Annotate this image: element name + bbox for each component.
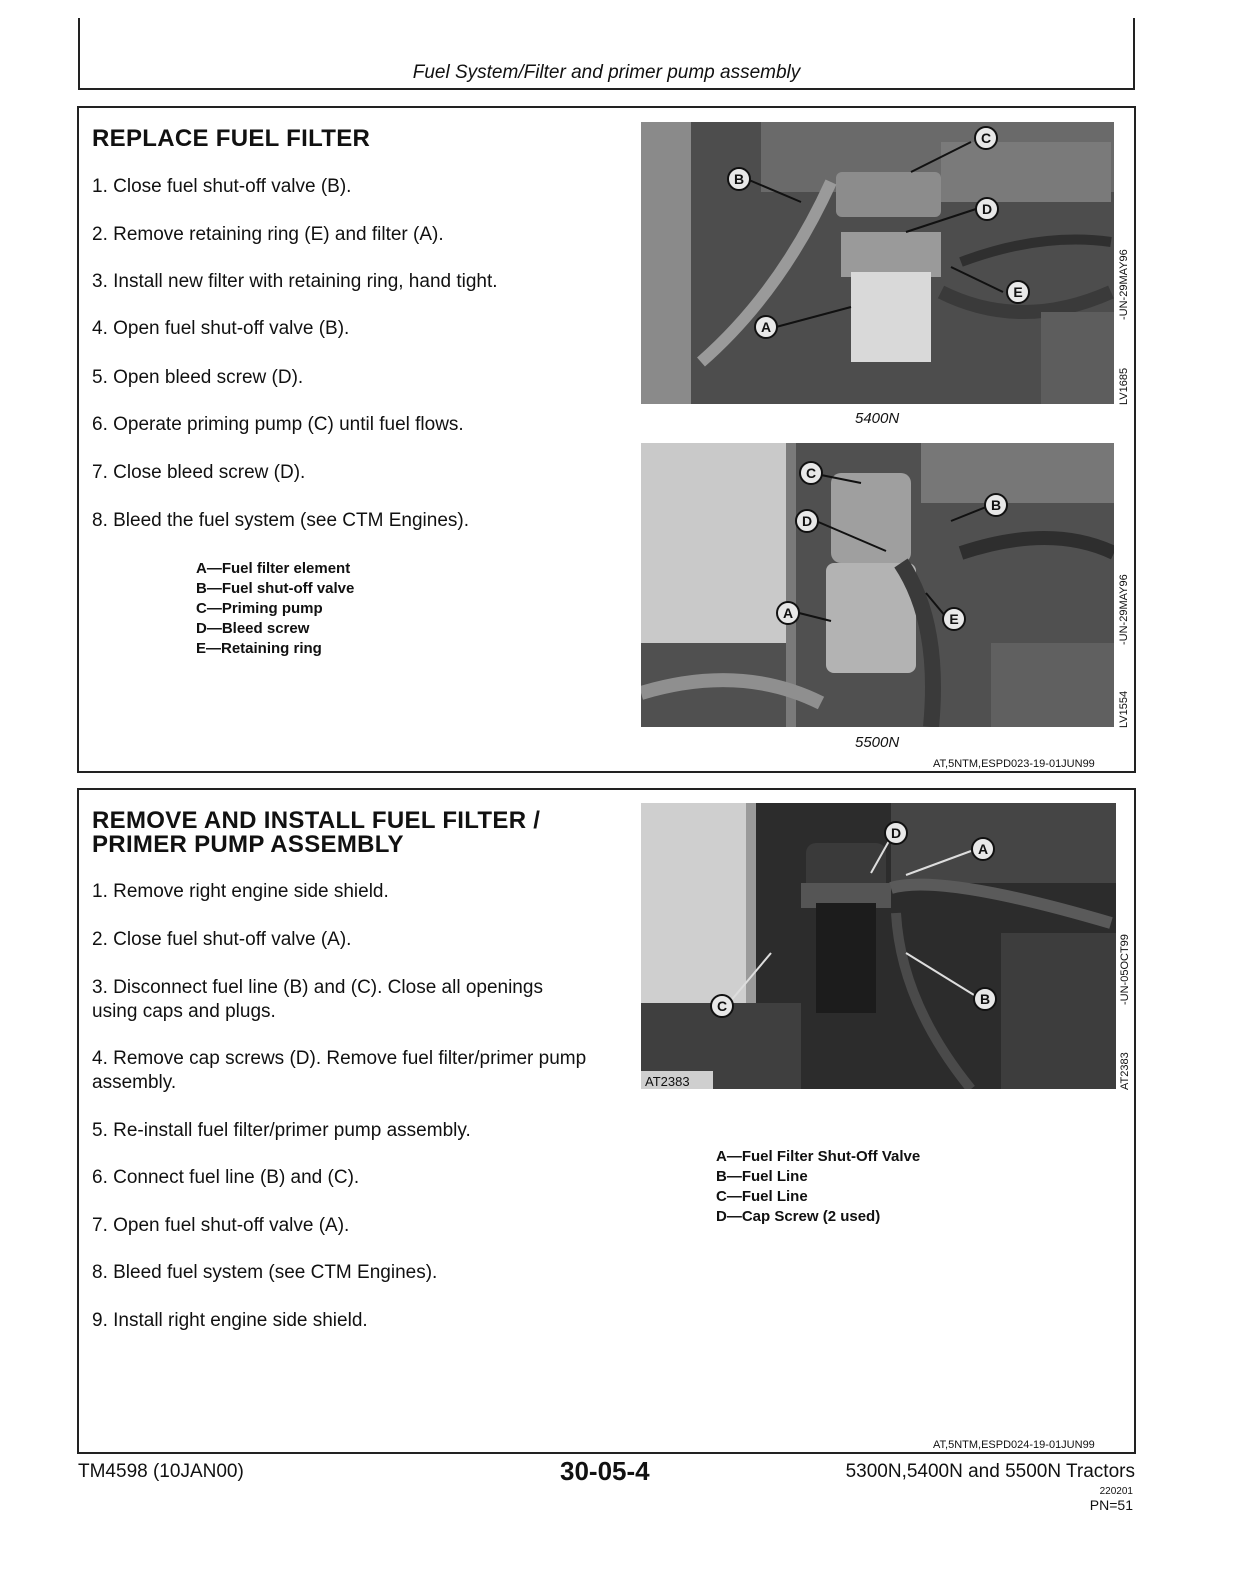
callout-e <box>943 608 965 630</box>
section1-step-2: 2. Remove retaining ring (E) and filter (A). <box>92 224 444 245</box>
photo3-code-top: -UN-05OCT99 <box>1119 934 1131 1005</box>
section2-step-4: 4. Remove cap screws (D). Remove fuel filter/primer pump assembly. <box>92 1048 587 1093</box>
section1-step-5: 5. Open bleed screw (D). <box>92 367 304 388</box>
photo2-caption: 5500N <box>855 734 900 751</box>
callout-c <box>800 462 822 484</box>
callout-e <box>1007 281 1029 303</box>
legend-item: B—Fuel Line <box>716 1168 808 1185</box>
svg-text:D: D <box>890 825 902 841</box>
photo1-caption: 5400N <box>855 410 900 427</box>
svg-text:B: B <box>990 497 1002 513</box>
photo1-code-bottom: LV1685 <box>1118 367 1130 405</box>
section2-step-8: 8. Bleed fuel system (see CTM Engines). <box>92 1262 438 1283</box>
legend-item: A—Fuel filter element <box>196 560 351 577</box>
section2-reference: AT,5NTM,ESPD024-19-01JUN99 <box>933 1439 1095 1451</box>
section1-step-4: 4. Open fuel shut-off valve (B). <box>92 318 350 339</box>
photo3-code-bottom: AT2383 <box>1119 1052 1131 1090</box>
svg-text:B: B <box>733 171 745 187</box>
section1-step-8: 8. Bleed the fuel system (see CTM Engines). <box>92 510 469 531</box>
engine-photo-5500n <box>641 443 1114 727</box>
callout-a <box>972 838 994 860</box>
section1-step-1: 1. Close fuel shut-off valve (B). <box>92 176 352 197</box>
callout-b <box>974 988 996 1010</box>
callout-c <box>975 127 997 149</box>
callout-d <box>976 198 998 220</box>
engine-photo-filter-assembly <box>641 803 1116 1089</box>
svg-text:C: C <box>980 130 992 146</box>
footer-tractor-models: 5300N,5400N and 5500N Tractors <box>845 1461 1135 1482</box>
callout-a <box>755 316 777 338</box>
section1-step-7: 7. Close bleed screw (D). <box>92 462 306 483</box>
svg-text:D: D <box>981 201 993 217</box>
section2-step-1: 1. Remove right engine side shield. <box>92 881 389 902</box>
svg-text:D: D <box>801 513 813 529</box>
section1-heading: REPLACE FUEL FILTER <box>92 125 371 152</box>
section2-step-2: 2. Close fuel shut-off valve (A). <box>92 929 352 950</box>
svg-text:E: E <box>1013 284 1023 300</box>
section1-step-6: 6. Operate priming pump (C) until fuel flows. <box>92 414 464 435</box>
section2-legend <box>716 1147 920 1227</box>
legend-item: E—Retaining ring <box>196 640 322 657</box>
section2-heading-line1: REMOVE AND INSTALL FUEL FILTER / <box>92 807 541 834</box>
section2-heading-line2: PRIMER PUMP ASSEMBLY <box>92 831 404 858</box>
section2-step-3: 3. Disconnect fuel line (B) and (C). Close all openings using caps and plugs. <box>92 977 543 1022</box>
section1-step-3: 3. Install new filter with retaining ring, hand tight. <box>92 271 498 292</box>
section2-step-9: 9. Install right engine side shield. <box>92 1310 368 1331</box>
footer-pn: PN=51 <box>1089 1497 1133 1513</box>
callout-d <box>885 822 907 844</box>
photo2-code-top: -UN-29MAY96 <box>1118 574 1130 645</box>
callout-b <box>728 168 750 190</box>
photo1-code-top: -UN-29MAY96 <box>1118 249 1130 320</box>
svg-text:A: A <box>760 319 772 335</box>
svg-text:B: B <box>979 991 991 1007</box>
callout-c <box>711 995 733 1017</box>
callout-b <box>985 494 1007 516</box>
svg-text:A: A <box>977 841 989 857</box>
section2-step-5: 5. Re-install fuel filter/primer pump assembly. <box>92 1120 471 1141</box>
footer-manual-id: TM4598 (10JAN00) <box>78 1461 244 1482</box>
callout-d <box>796 510 818 532</box>
callout-a <box>777 602 799 624</box>
section2-step-6: 6. Connect fuel line (B) and (C). <box>92 1167 360 1188</box>
legend-item: C—Priming pump <box>196 600 323 617</box>
engine-photo-5400n <box>641 122 1114 404</box>
svg-text:A: A <box>782 605 794 621</box>
svg-text:C: C <box>716 998 728 1014</box>
svg-text:C: C <box>805 465 817 481</box>
photo-label: AT2383 <box>645 1074 690 1089</box>
section1-reference: AT,5NTM,ESPD023-19-01JUN99 <box>933 758 1095 770</box>
legend-item: D—Cap Screw (2 used) <box>716 1208 881 1225</box>
legend-item: C—Fuel Line <box>716 1188 808 1205</box>
svg-text:E: E <box>949 611 959 627</box>
legend-item: D—Bleed screw <box>196 620 310 637</box>
legend-item: A—Fuel Filter Shut-Off Valve <box>716 1148 921 1165</box>
footer-page-number: 30-05-4 <box>560 1456 650 1486</box>
section2-step-7: 7. Open fuel shut-off valve (A). <box>92 1215 350 1236</box>
legend-item: B—Fuel shut-off valve <box>196 580 355 597</box>
footer-date-code: 220201 <box>1099 1486 1133 1497</box>
section1-legend <box>196 559 354 659</box>
photo2-code-bottom: LV1554 <box>1118 690 1130 728</box>
page-header-title: Fuel System/Filter and primer pump assembly <box>412 62 801 83</box>
